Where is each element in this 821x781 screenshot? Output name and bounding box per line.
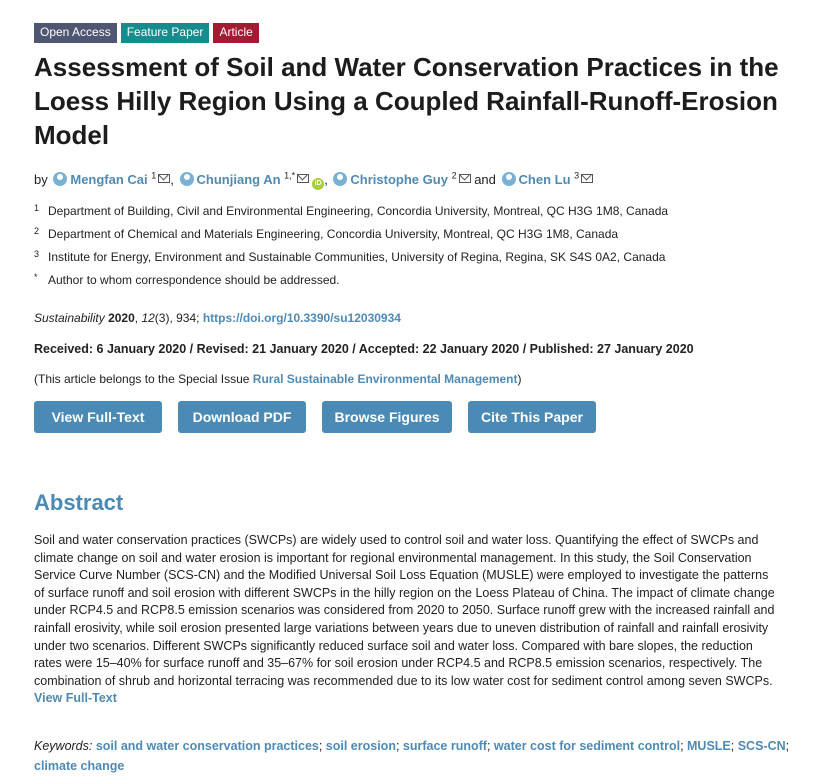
doi-link[interactable]: https://doi.org/10.3390/su12030934 [202,311,401,325]
keyword-link[interactable]: MUSLE [687,739,731,753]
citation-line: Sustainability 2020, 12(3), 934; https://doi.org/10.3390/su12030934 [34,311,401,325]
download-pdf-button[interactable]: Download PDF [178,401,306,433]
author-profile-icon[interactable] [53,172,67,186]
journal-name: Sustainability [34,311,105,325]
author-profile-icon[interactable] [502,172,516,186]
affiliation-text: Institute for Energy, Environment and Sustainable Communities, University of Regina, Regina, SK S4S 0A2, Canada [48,250,666,264]
badge-row [34,23,259,43]
author-affil-sup: 1 [151,170,157,181]
keywords-label: Keywords: [34,739,93,753]
by-label: by [34,172,48,187]
affiliation-text: Author to whom correspondence should be addressed. [48,273,340,287]
citation-issue-pages: (3), 934; [154,311,200,325]
keyword-link[interactable]: climate change [34,759,125,773]
keywords-section: Keywords: soil and water conservation practices; soil erosion; surface runoff; water cost for sediment control; MUSLE; SCS-CN; climate change [34,739,790,773]
special-issue-suffix: ) [517,372,522,386]
affiliation-item [34,225,804,248]
action-buttons [34,401,596,433]
special-issue-prefix: (This article belongs to the Special Issue [34,372,253,386]
keyword-link[interactable]: surface runoff [402,739,487,753]
affiliation-number: 3 [34,249,40,259]
author-link[interactable]: Mengfan Cai [70,172,148,187]
special-issue-note [34,372,522,386]
cite-paper-button[interactable]: Cite This Paper [468,401,596,433]
citation-volume: 12 [141,311,155,325]
email-icon[interactable] [158,174,170,183]
keyword-link[interactable]: soil erosion [325,739,396,753]
abstract-text: Soil and water conservation practices (SWCPs) are widely used to control soil and water loss. Quantifying the effect of SWCPs and climate change on soil and water erosion is important for regional environmental management. In this study, the Soil Conservation Service Curve Number (SCS-CN) and the Modified Universal Soil Loss Equation (MUSLE) were employed to investigate the patterns of surface runoff and soil erosion with different SWCPs in the hilly region on the Loess Plateau of China. The impact of climate change under RCP4.5 and RCP8.5 emission scenarios was considered from 2020 to 2050. Surface runoff grew with the increased rainfall and rainfall erosivity, while soil erosion presented large variations between years due to uneven distribution of rainfall and rainfall erosivity under two scenarios. Different SWCPs significantly reduced surface soil and water loss. Compared with bare slopes, the reduction rates were 15–40% for surface runoff and 35–67% for soil erosion under RCP4.5 and RCP8.5 emission scenarios, respectively. The combination of shrub and horizontal terracing was recommended due to its low water cost for sediment control among seven SWCPs. [34,533,775,688]
affiliation-text: Department of Chemical and Materials Engineering, Concordia University, Montreal, QC H3G 1M8, Canada [48,227,619,241]
orcid-icon[interactable]: iD [312,178,324,190]
special-issue-link[interactable]: Rural Sustainable Environmental Management [252,372,518,386]
abstract-full-text-link[interactable]: View Full-Text [34,691,117,706]
email-icon[interactable] [581,174,593,183]
keyword-link[interactable]: soil and water conservation practices [95,739,319,753]
citation-year: 2020 [108,311,135,325]
affiliation-number: * [34,272,38,282]
keyword-link[interactable]: water cost for sediment control [493,739,681,753]
author-link[interactable]: Christophe Guy [350,172,448,187]
article-title: Assessment of Soil and Water Conservation Practices in the Loess Hilly Region Using a Coupled Rainfall-Runoff-Erosion Model [34,52,779,150]
author-link[interactable]: Chen Lu [518,172,571,187]
abstract-body [34,532,779,708]
affiliation-number: 1 [34,203,40,213]
author-affil-sup: 1,* [284,170,296,181]
keyword-link[interactable]: SCS-CN [737,739,786,753]
affiliation-item [34,248,804,271]
author-affil-sup: 2 [451,170,457,181]
affiliation-list [34,202,804,294]
browse-figures-button[interactable]: Browse Figures [322,401,452,433]
publication-dates: Received: 6 January 2020 / Revised: 21 January 2020 / Accepted: 22 January 2020 / Published: 27 January 2020 [34,342,694,356]
author-profile-icon[interactable] [180,172,194,186]
email-icon[interactable] [297,174,309,183]
feature-paper-badge[interactable]: Feature Paper [121,23,210,43]
and-label: and [474,172,496,187]
open-access-badge[interactable]: Open Access [34,23,117,43]
author-list: by Mengfan Cai $^1$ , Chunjiang An $^{1,*}$iD , Christophe Guy $^2$ and Chen Lu $^3$ [34,171,804,190]
email-icon[interactable] [459,174,471,183]
affiliation-text: Department of Building, Civil and Environmental Engineering, Concordia University, Montreal, QC H3G 1M8, Canada [48,204,669,218]
author-affil-sup: 3 [574,170,580,181]
view-full-text-button[interactable]: View Full-Text [34,401,162,433]
affiliation-item [34,202,804,225]
article-badge[interactable]: Article [213,23,258,43]
author-profile-icon[interactable] [333,172,347,186]
affiliation-number: 2 [34,226,40,236]
affiliation-item [34,271,804,294]
abstract-heading: Abstract [34,490,124,515]
author-link[interactable]: Chunjiang An [196,172,281,187]
